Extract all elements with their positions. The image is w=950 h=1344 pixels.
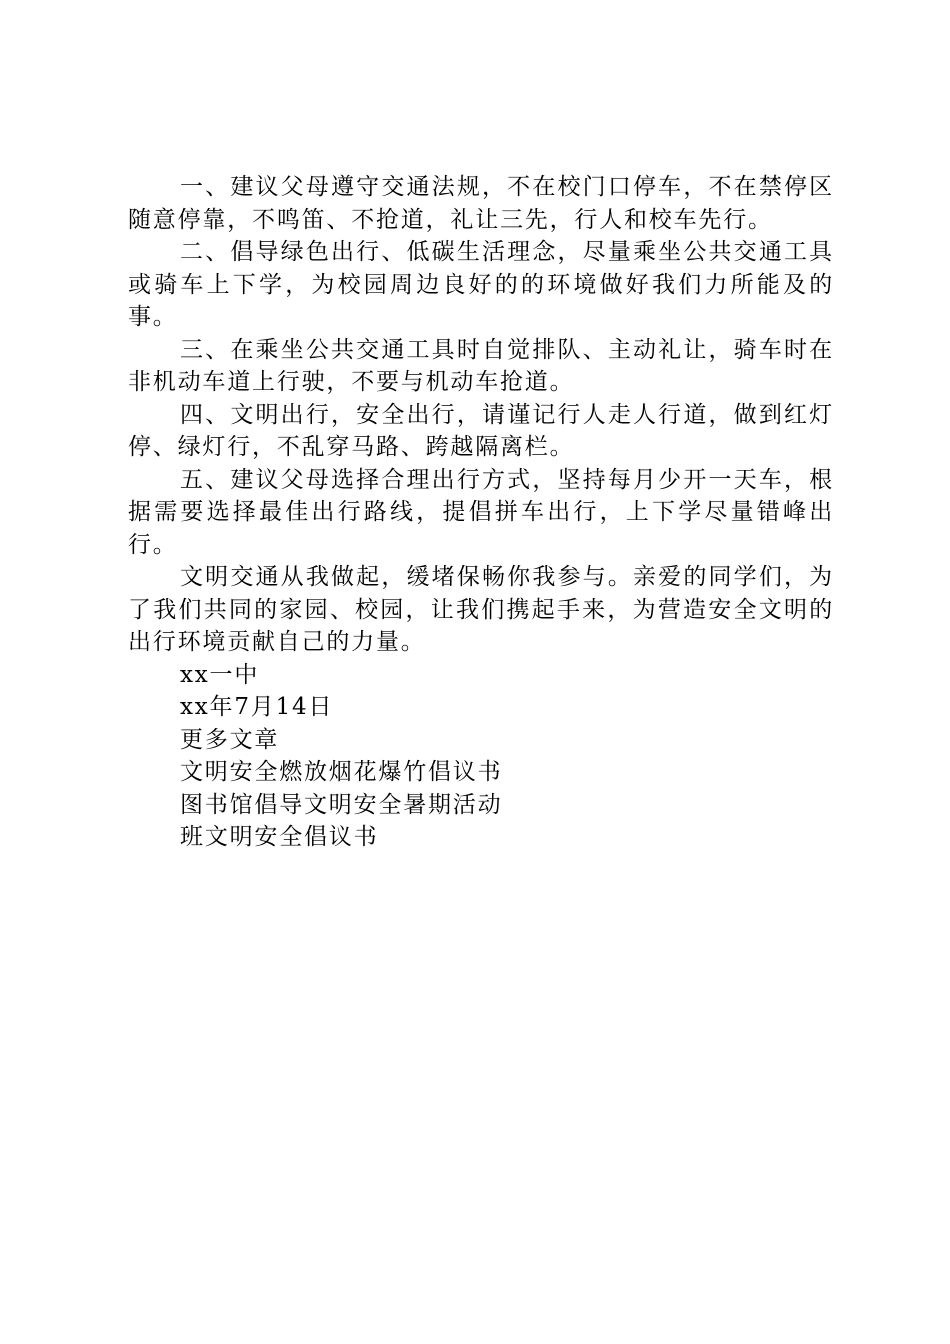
paragraph-3: 三、在乘坐公共交通工具时自觉排队、主动礼让，骑车时在非机动车道上行驶，不要与机动车抢道。 — [128, 336, 834, 395]
date: xx年7月14日 — [180, 694, 334, 720]
more-article-link-3[interactable]: 班文明安全倡议书 — [180, 824, 379, 850]
more-article-link-1[interactable]: 文明安全燃放烟花爆竹倡议书 — [180, 759, 503, 785]
document-body — [128, 171, 834, 854]
paragraph-closing: 文明交通从我做起，缓堵保畅你我参与。亲爱的同学们，为了我们共同的家园、校园，让我们携起手来，为营造安全文明的出行环境贡献自己的力量。 — [128, 564, 834, 655]
paragraph-2: 二、倡导绿色出行、低碳生活理念，尽量乘坐公共交通工具或骑车上下学，为校园周边良好的的环境做好我们力所能及的事。 — [128, 239, 834, 330]
signature: xx一中 — [180, 661, 260, 688]
more-articles-heading: 更多文章 — [180, 726, 280, 753]
more-article-link-2[interactable]: 图书馆倡导文明安全暑期活动 — [180, 791, 503, 818]
paragraph-5: 五、建议父母选择合理出行方式，坚持每月少开一天车，根据需要选择最佳出行路线，提倡拼车出行，上下学尽量错峰出行。 — [128, 466, 834, 558]
paragraph-4: 四、文明出行，安全出行，请谨记行人走人行道，做到红灯停、绿灯行，不乱穿马路、跨越隔离栏。 — [128, 401, 834, 460]
paragraph-1: 一、建议父母遵守交通法规，不在校门口停车，不在禁停区随意停靠，不鸣笛、不抢道，礼让三先，行人和校车先行。 — [128, 174, 834, 233]
